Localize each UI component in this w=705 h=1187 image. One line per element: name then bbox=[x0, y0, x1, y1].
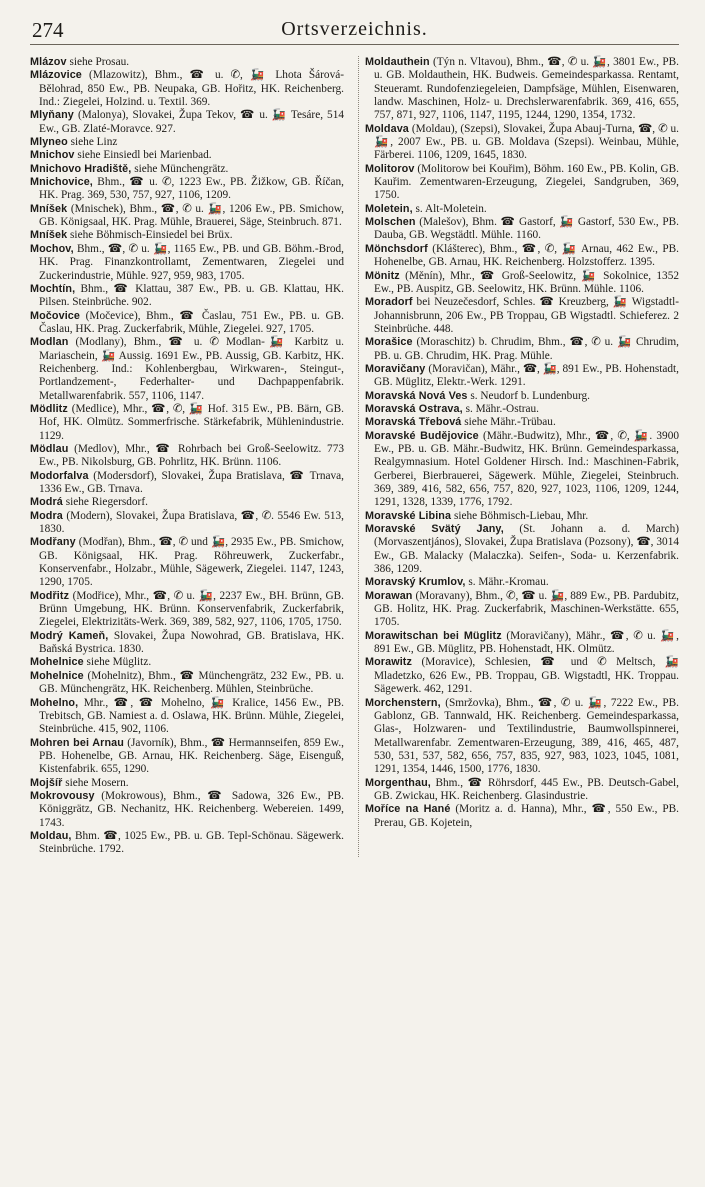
entry-headword: Mohelno, bbox=[30, 696, 79, 709]
entry-text: (Moravičany), Mähr., ☎, ✆ u. 🚂, 891 Ew., GB. Müglitz, PB. Hohenstadt, HK. Olmütz. bbox=[374, 629, 680, 656]
index-entry bbox=[30, 403, 344, 443]
index-entry bbox=[30, 69, 344, 109]
entry-headword: Modřitz bbox=[30, 589, 70, 602]
entry-text: (Malonya), Slovakei, Župa Tekov, ☎ u. 🚂 Tesáre, 514 Ew., GB. Zlaté-Moravce. 927. bbox=[39, 109, 344, 135]
index-entry bbox=[30, 229, 344, 242]
index-entry bbox=[30, 109, 344, 136]
index-entry bbox=[365, 363, 679, 390]
entry-headword: Močovice bbox=[30, 309, 81, 322]
index-entry bbox=[365, 590, 679, 630]
index-entry bbox=[30, 630, 344, 657]
index-entry bbox=[30, 777, 344, 790]
index-entry bbox=[30, 136, 344, 149]
entry-headword: Modrá bbox=[30, 496, 63, 509]
index-entry bbox=[30, 283, 344, 310]
index-entry bbox=[30, 56, 344, 69]
index-entry bbox=[365, 203, 679, 216]
index-entry bbox=[365, 777, 679, 804]
index-entry bbox=[365, 510, 679, 523]
entry-text: (Modřice), Mhr., ☎, ✆ u. 🚂, 2237 Ew., BH. Brünn, GB. Brünn Umgebung, HK. Brünn. Konservenfabrik, Zuckerfabrik, Ziegelei, Elektrizitäts-Werk. 369, 389, 582, 927, 1106, 1705, 1750. bbox=[39, 589, 344, 629]
index-entry bbox=[365, 656, 679, 696]
page-header bbox=[30, 10, 679, 45]
page-number: 274 bbox=[32, 18, 64, 42]
entry-headword: Moravské Svätý Jany, bbox=[365, 523, 504, 536]
entry-headword: Morawitz bbox=[365, 656, 412, 669]
index-entry bbox=[365, 56, 679, 123]
index-entry bbox=[30, 336, 344, 403]
entry-text: siehe Böhmisch-Einsiedel bei Brüx. bbox=[70, 229, 233, 242]
entry-text: Mhr., ☎, ☎ Mohelno, 🚂 Kralice, 1456 Ew., PB. Trebitsch, GB. Namiest a. d. Oslawa, HK. Brünn. Mühle, Ziegelei, Steinbrüche. 415, 902, 1106. bbox=[39, 696, 345, 736]
entry-text: Bhm., ☎ Röhrsdorf, 445 Ew., PB. Deutsch-Gabel, GB. Zwickau, HK. Reichenberg. Glasindustrie. bbox=[374, 776, 679, 802]
index-entry bbox=[365, 216, 679, 243]
index-entry bbox=[30, 203, 344, 230]
entry-headword: Morgenthau, bbox=[365, 776, 431, 789]
entry-headword: Mönchsdorf bbox=[365, 242, 428, 255]
entry-text: (Měnín), Mhr., ☎ Groß-Seelowitz, 🚂 Sokolnice, 1352 Ew., PB. Auspitz, GB. Seelowitz, HK. Brünn. Mühle. 1106. bbox=[374, 269, 680, 295]
index-entry bbox=[30, 536, 344, 589]
entry-text: Bhm., ☎, ✆ u. 🚂, 1165 Ew., PB. und GB. Böhm.-Brod, HK. Prag. Finanzkontrollamt, Zementwaren, Ziegelei und Zuckerindustrie, Mühle. 927, 959, 983, 1705. bbox=[39, 242, 344, 282]
entry-text: (Malešov), Bhm. ☎ Gastorf, 🚂 Gastorf, 530 Ew., PB. Dauba, GB. Wegstädtl. Mühle. 1160. bbox=[374, 216, 680, 242]
entry-text: siehe Riegersdorf. bbox=[65, 496, 148, 509]
index-entry bbox=[30, 310, 344, 337]
entry-text: siehe Mähr.-Trübau. bbox=[464, 416, 556, 429]
entry-text: Bhm., ☎ Klattau, 387 Ew., PB. u. GB. Klattau, HK. Pilsen. Steinbrüche. 902. bbox=[39, 282, 345, 309]
entry-headword: Moříce na Hané bbox=[365, 803, 451, 816]
index-entry bbox=[30, 470, 344, 497]
index-entry bbox=[30, 149, 344, 162]
entry-headword: Molitorov bbox=[365, 162, 415, 175]
entry-headword: Moravské Budějovice bbox=[365, 429, 479, 442]
entry-headword: Mokrovousy bbox=[30, 789, 95, 802]
entry-headword: Modorfalva bbox=[30, 469, 89, 482]
index-entry bbox=[365, 803, 679, 830]
entry-headword: Mohren bei Arnau bbox=[30, 736, 124, 749]
entry-text: (Medlice), Mhr., ☎, ✆, 🚂 Hof. 315 Ew., PB. Bärn, GB. Hof, HK. Olmütz. Sommerfrische. Stärkefabrik, Mühlenindustrie. 1129. bbox=[39, 402, 345, 442]
index-entry bbox=[365, 630, 679, 657]
entry-text: (Mnischek), Bhm., ☎, ✆ u. 🚂, 1206 Ew., PB. Smichow, GB. Königsaal, HK. Prag. Mühle, Brauerei, Säge, Steinbruch. 871. bbox=[39, 202, 344, 229]
entry-headword: Mödlau bbox=[30, 442, 69, 455]
entry-text: (Moravičan), Mähr., ☎, 🚂, 891 Ew., PB. Hohenstadt, GB. Müglitz, Elektr.-Werk. 1291. bbox=[374, 362, 680, 389]
entry-text: (Smržovka), Bhm., ☎, ✆ u. 🚂, 7222 Ew., PB. Gablonz, GB. Tannwald, HK. Reichenberg. Gemeindesparkassa, Glas-, Holzwaren- und Textilindustrie, Baumwollspinnerei, Metallwarenfabr. Zementwaren-Erzeugung, 389, 416, 465, 487, 530, 531, 537, 582, 656, 757, 835, 927, 983, 1023, 1045, 1081, 1291, 1354, 1446, 1500, 1776, 1830. bbox=[374, 696, 679, 776]
entry-text: (Moritz a. d. Hanna), Mhr., ☎, 550 Ew., PB. Prerau, GB. Kojetein, bbox=[374, 803, 680, 829]
entry-headword: Mönitz bbox=[365, 269, 400, 282]
entry-text: bei Neuzečesdorf, Schles. ☎ Kreuzberg, 🚂 Wigstadtl-Johannisbrunn, 206 Ew., PB Troppau, GB Wigstadtl. Schieferez. 2 Steinbrüche. 448. bbox=[374, 296, 679, 335]
entry-text: Bhm., ☎ u. ✆, 1223 Ew., PB. Žižkow, GB. Říčan, HK. Prag. 369, 530, 757, 927, 1106, 1209. bbox=[39, 176, 345, 202]
entry-headword: Modřany bbox=[30, 536, 76, 549]
entry-text: siehe Müglitz. bbox=[86, 656, 152, 669]
entry-text: s. Mähr.-Ostrau. bbox=[465, 402, 539, 415]
entry-text: (Modlany), Bhm., ☎ u. ✆ Modlan-🚂 Karbitz u. Mariaschein, 🚂 Aussig. 1691 Ew., PB. Aussig, GB. Karbitz, HK. Reichenberg. Ind.: Kohlenbergbau, Wirkwaren-, Steingut-, Portlandzement-, Federhalter- und Dachpappenfabrik. Metallwarenfabrik. 557, 1106, 1147. bbox=[39, 336, 344, 402]
entry-headword: Modrý Kameň, bbox=[30, 629, 109, 642]
entry-headword: Mlyneo bbox=[30, 136, 68, 149]
index-entry bbox=[30, 697, 344, 737]
entry-headword: Mochtín, bbox=[30, 282, 76, 295]
entry-headword: Mnichovo Hradiště, bbox=[30, 162, 132, 175]
entry-headword: Mnichov bbox=[30, 149, 75, 162]
entry-text: (Moravice), Schlesien, ☎ und ✆ Meltsch, 🚂 Mladetzko, 626 Ew., PB. Troppau, GB. Wigstadtl, HK. Troppau. Sägewerk. 462, 1291. bbox=[374, 656, 680, 696]
entry-text: (Moraschitz) b. Chrudim, Bhm., ☎, ✆ u. 🚂 Chrudim, PB. u. GB. Chrudim, HK. Prag. Mühle. bbox=[374, 336, 679, 362]
index-entry bbox=[365, 296, 679, 336]
index-entry bbox=[30, 163, 344, 176]
index-entry bbox=[365, 697, 679, 777]
entry-text: siehe Mosern. bbox=[65, 776, 129, 789]
entry-text: (Moldau), (Szepsi), Slovakei, Župa Abauj-Turna, ☎, ✆ u. 🚂, 2007 Ew., PB. u. GB. Moldava (Szepsi). Weinbau, Mühle, Färberei. 1106, 1209, 1645, 1830. bbox=[374, 122, 680, 162]
entry-text: (Týn n. Vltavou), Bhm., ☎, ✆ u. 🚂, 3801 Ew., PB. u. GB. Moldauthein, HK. Budweis. Gemeindesparkassa. Rentamt, Steueramt. Rundofenziegeleien, Dampfsäge, Mühlen, Eisenwaren, landw. Maschinen, Holz- u. Drechslerwarenfabrik. 369, 416, 655, 757, 871, 927, 1106, 1147, 1195, 1244, 1290, 1354, 1732. bbox=[374, 56, 679, 122]
index-entry bbox=[30, 670, 344, 697]
entry-text: siehe Böhmisch-Liebau, Mhr. bbox=[453, 509, 589, 522]
page-title: Ortsverzeichnis. bbox=[281, 18, 428, 40]
index-entry bbox=[30, 176, 344, 203]
index-entry bbox=[365, 163, 679, 203]
entry-text: s. Neudorf b. Lundenburg. bbox=[470, 389, 591, 402]
entry-text: (Mohelnitz), Bhm., ☎ Münchengrätz, 232 Ew., PB. u. GB. Münchengrätz, HK. Reichenberg. Mühlen, Steinbrüche. bbox=[39, 669, 345, 696]
entry-headword: Moravičany bbox=[365, 362, 426, 375]
entry-text: Slovakei, Župa Nowohrad, GB. Bratislava, HK. Baňská Bystrica. 1830. bbox=[39, 629, 345, 656]
index-entry bbox=[365, 576, 679, 589]
entry-headword: Mlyňany bbox=[30, 109, 74, 122]
left-column bbox=[30, 56, 344, 857]
entry-text: (Modern), Slovakei, Župa Bratislava, ☎, ✆. 5546 Ew. 513, 1830. bbox=[39, 509, 344, 536]
entry-text: (Molitorow bei Kouřim), Böhm. 160 Ew., PB. Kolin, GB. Kauřim. Zementwaren-Erzeugung, Ziegelei, Sandgruben, 369, 1750. bbox=[374, 162, 679, 202]
entry-headword: Morawitschan bei Müglitz bbox=[365, 629, 502, 642]
entry-text: (Javorník), Bhm., ☎ Hermannseifen, 859 Ew., PB. Hohenelbe, GB. Arnau, HK. Reichenberg. Säge, Eisenguß, Kistenfabrik. 655, 1290. bbox=[39, 736, 344, 776]
entry-text: (Medlov), Mhr., ☎ Rohrbach bei Groß-Seelowitz. 773 Ew., PB. Nikolsburg, GB. Pohrlitz, HK. Brünn. 1106. bbox=[39, 442, 344, 469]
index-entry bbox=[30, 590, 344, 630]
entry-headword: Moradorf bbox=[365, 296, 413, 309]
entry-headword: Moravské Libina bbox=[365, 509, 452, 522]
entry-headword: Mohelnice bbox=[30, 669, 84, 682]
index-entry bbox=[30, 737, 344, 777]
entry-headword: Moravský Krumlov, bbox=[365, 576, 466, 589]
entry-text: siehe Münchengrätz. bbox=[134, 162, 229, 175]
entry-headword: Morawan bbox=[365, 589, 413, 602]
entry-text: s. Mähr.-Kromau. bbox=[468, 576, 549, 589]
entry-headword: Mnichovice, bbox=[30, 176, 93, 189]
index-entry bbox=[30, 510, 344, 537]
entry-headword: Moravská Ostrava, bbox=[365, 402, 463, 415]
entry-headword: Mlázov bbox=[30, 56, 67, 68]
index-entry bbox=[30, 790, 344, 830]
entry-headword: Moletein, bbox=[365, 202, 413, 215]
entry-headword: Moldava bbox=[365, 122, 409, 135]
entry-headword: Mlázovice bbox=[30, 69, 82, 82]
entry-headword: Mödlitz bbox=[30, 402, 68, 415]
index-entry bbox=[30, 656, 344, 669]
entry-text: s. Alt-Moletein. bbox=[415, 202, 487, 215]
entry-text: siehe Linz bbox=[70, 136, 118, 149]
entry-text: (Modersdorf), Slovakei, Župa Bratislava, ☎ Trnava, 1336 Ew., GB. Trnava. bbox=[39, 469, 345, 495]
index-entry bbox=[365, 403, 679, 416]
entry-text: (Močevice), Bhm., ☎ Časlau, 751 Ew., PB. u. GB. Časlau, HK. Prag. Zuckerfabrik, Mühle, Ziegelei. 927, 1705. bbox=[39, 309, 345, 335]
entry-text: (St. Johann a. d. March) (Morvaszentjános), Slovakei, Župa Bratislava (Pozsony), ☎, 3014 Ew., GB. Malacky (Malaczka). Seifen-, Soda- u. Kerzenfabrik. 386, 1209. bbox=[374, 523, 680, 576]
index-entry bbox=[30, 443, 344, 470]
index-entry bbox=[365, 243, 679, 270]
index-entry bbox=[365, 416, 679, 429]
index-entry bbox=[30, 243, 344, 283]
entry-headword: Morchenstern, bbox=[365, 696, 441, 709]
entry-headword: Modlan bbox=[30, 336, 69, 349]
right-column bbox=[358, 56, 679, 857]
entry-headword: Moravská Nová Ves bbox=[365, 389, 468, 402]
index-entry bbox=[365, 430, 679, 510]
entry-text: siehe Einsiedl bei Marienbad. bbox=[77, 149, 212, 162]
entry-headword: Moravská Třebová bbox=[365, 416, 462, 429]
index-entry bbox=[365, 336, 679, 363]
index-entry bbox=[365, 123, 679, 163]
entry-text: (Mlazowitz), Bhm., ☎ u. ✆, 🚂 Lhota Šárová-Bělohrad, 850 Ew., PB. Neupaka, GB. Hořitz, HK. Reichenberg. Ind.: Ziegelei, Holzind. u. Textil. 369. bbox=[39, 69, 344, 109]
index-entry bbox=[365, 390, 679, 403]
entry-headword: Mochov, bbox=[30, 242, 74, 255]
entry-headword: Morašice bbox=[365, 336, 413, 349]
entry-headword: Moldauthein bbox=[365, 56, 430, 68]
entry-text: Bhm. ☎, 1025 Ew., PB. u. GB. Tepl-Schönau. Sägewerk. Steinbrüche. 1792. bbox=[39, 829, 344, 856]
index-entry bbox=[365, 270, 679, 297]
entry-text: (Mähr.-Budwitz), Mhr., ☎, ✆, 🚂. 3900 Ew., PB. u. GB. Mähr.-Budwitz, HK. Brünn. Gemeindesparkassa, Realgymnasium. Hotel Goldener Hirsch. Ind.: Maschinen-Fabrik, Gerberei, Bierbrauerei, Sägewerk. Mühle, Ziegelei, Steinbruch. 369, 389, 416, 582, 656, 757, 820, 927, 1023, 1106, 1209, 1244, 1291, 1328, 1339, 1776, 1792. bbox=[374, 429, 679, 509]
entry-text: (Klášterec), Bhm., ☎, ✆, 🚂 Arnau, 462 Ew., PB. Hohenelbe, GB. Arnau, HK. Reichenberg. Holzstofferz. 1395. bbox=[374, 242, 679, 269]
index-entry bbox=[365, 523, 679, 576]
entry-headword: Mníšek bbox=[30, 202, 68, 215]
entry-text: (Modřan), Bhm., ☎, ✆ und 🚂, 2935 Ew., PB. Smichow, GB. Königsaal, HK. Prag. Röhreuwerk, Zuckerfabr., Konservenfabr., Holzabr., Mühle, Sägewerk, Ziegelei. 1147, 1243, 1290, 1705. bbox=[39, 536, 345, 589]
entry-headword: Mojšíř bbox=[30, 776, 63, 789]
index-columns bbox=[30, 56, 679, 857]
entry-text: siehe Prosau. bbox=[69, 56, 130, 68]
entry-text: (Mokrowous), Bhm., ☎ Sadowa, 326 Ew., PB. Königgrätz, GB. Nechanitz, HK. Reichenberg. Webereien. 1499, 1743. bbox=[39, 789, 344, 829]
entry-headword: Moldau, bbox=[30, 829, 72, 842]
entry-headword: Mohelnice bbox=[30, 656, 84, 669]
index-entry bbox=[30, 496, 344, 509]
index-entry bbox=[30, 830, 344, 857]
entry-headword: Mníšek bbox=[30, 229, 68, 242]
entry-headword: Molschen bbox=[365, 216, 416, 229]
entry-headword: Modra bbox=[30, 509, 63, 522]
entry-text: (Moravany), Bhm., ✆, ☎ u. 🚂, 889 Ew., PB. Pardubitz, GB. Holitz, HK. Prag. Zuckerfabrik, Maschinen-Werkstätte. 655, 1705. bbox=[374, 589, 679, 629]
